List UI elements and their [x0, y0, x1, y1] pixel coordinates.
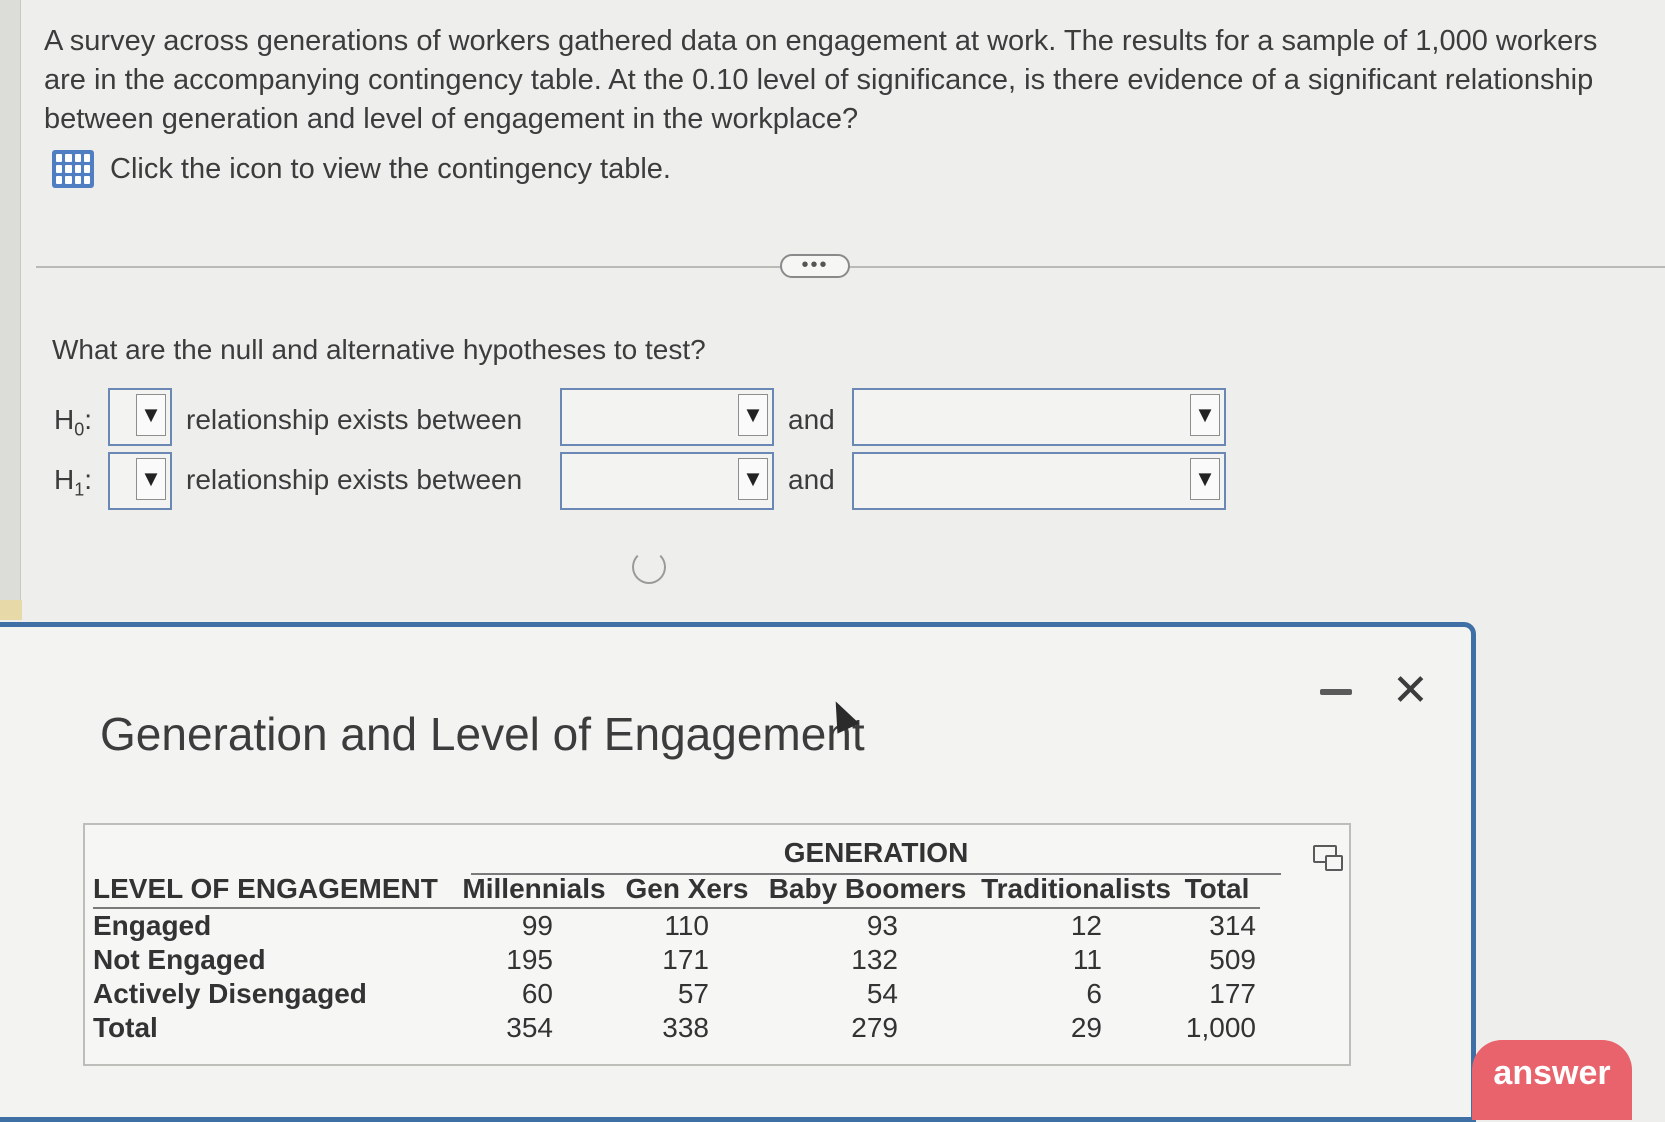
minimize-icon[interactable]: [1320, 689, 1352, 695]
table-cell: 195: [506, 944, 553, 975]
generation-group-header: GENERATION: [471, 837, 1281, 875]
table-cell: 29: [1070, 1012, 1102, 1043]
table-cell: 132: [851, 944, 898, 975]
h1-and-text: and: [788, 464, 835, 495]
contingency-table: [93, 871, 1260, 1045]
h0-variable2-select[interactable]: [852, 388, 1226, 446]
h0-middle-text: relationship exists between: [186, 404, 523, 435]
table-cell: 110: [664, 910, 709, 941]
h1-label: $H_1$:: [54, 464, 93, 500]
table-cell: 99: [521, 910, 553, 941]
chevron-down-icon: ▼: [738, 394, 768, 436]
column-header: Baby Boomers: [765, 871, 978, 908]
chevron-down-icon: ▼: [1190, 394, 1220, 436]
view-table-text: Click the icon to view the contingency table.: [110, 152, 671, 185]
column-header: Millennials: [459, 871, 617, 908]
answer-button[interactable]: answer: [1472, 1040, 1632, 1120]
contingency-table-frame: [83, 823, 1351, 1066]
table-row: [93, 977, 1260, 1011]
copy-icon[interactable]: [1313, 845, 1337, 863]
left-panel-edge: [0, 0, 21, 620]
table-cell: 11: [1072, 944, 1102, 975]
h1-middle-text: relationship exists between: [186, 464, 523, 495]
question-text: A survey across generations of workers gathered data on engagement at work. The results for a sample of 1,000 workers are in the accompanying contingency table. At the 0.10 level of significance, is there evidence of a significant relationship between generation and level of engagement in the workplace?: [44, 25, 1598, 135]
chevron-down-icon: ▼: [738, 458, 768, 500]
table-cell: 60: [521, 978, 553, 1009]
loading-spinner-icon: [632, 550, 666, 584]
table-cell: 279: [851, 1012, 898, 1043]
h1-variable2-select[interactable]: [852, 452, 1226, 510]
table-cell: 12: [1070, 910, 1102, 941]
row-label: Total: [93, 1012, 158, 1043]
table-cell: 314: [1209, 910, 1256, 941]
table-row: [93, 943, 1260, 977]
table-cell: 509: [1209, 944, 1256, 975]
close-icon[interactable]: ✕: [1392, 666, 1429, 715]
table-cell: 338: [662, 1012, 709, 1043]
view-table-link[interactable]: [52, 150, 671, 188]
left-panel-accent: [0, 600, 22, 620]
table-header-row: [93, 871, 1260, 908]
row-label: Engaged: [93, 910, 212, 941]
chevron-down-icon: ▼: [136, 458, 166, 500]
row-label: Not Engaged: [93, 944, 266, 975]
popup-title: Generation and Level of Engagement: [100, 708, 865, 760]
h0-variable1-select[interactable]: [560, 388, 774, 446]
table-cell: 6: [1086, 978, 1102, 1009]
table-cell: 354: [506, 1012, 553, 1043]
more-button[interactable]: •••: [780, 254, 850, 278]
column-header: Gen Xers: [617, 871, 765, 908]
table-cell: 171: [662, 944, 709, 975]
hypotheses-prompt: What are the null and alternative hypotheses to test?: [52, 334, 706, 365]
table-row: [93, 1011, 1260, 1045]
table-cell: 57: [677, 978, 709, 1009]
contingency-table-popup: [0, 622, 1476, 1122]
h1-variable1-select[interactable]: [560, 452, 774, 510]
h0-label: $H_0$:: [54, 404, 93, 440]
column-header: LEVEL OF ENGAGEMENT: [93, 871, 459, 908]
h0-relationship-select[interactable]: [108, 388, 172, 446]
h0-and-text: and: [788, 404, 835, 435]
table-cell: 93: [866, 910, 898, 941]
section-divider: [36, 266, 1665, 268]
chevron-down-icon: ▼: [1190, 458, 1220, 500]
table-cell: 1,000: [1185, 1012, 1256, 1043]
h1-relationship-select[interactable]: [108, 452, 172, 510]
table-cell: 54: [866, 978, 898, 1009]
column-header: Traditionalists: [978, 871, 1182, 908]
column-header: Total: [1182, 871, 1260, 908]
chevron-down-icon: ▼: [136, 394, 166, 436]
table-row: [93, 908, 1260, 943]
table-grid-icon[interactable]: [52, 150, 94, 188]
table-cell: 177: [1209, 978, 1256, 1009]
row-label: Actively Disengaged: [93, 978, 367, 1009]
